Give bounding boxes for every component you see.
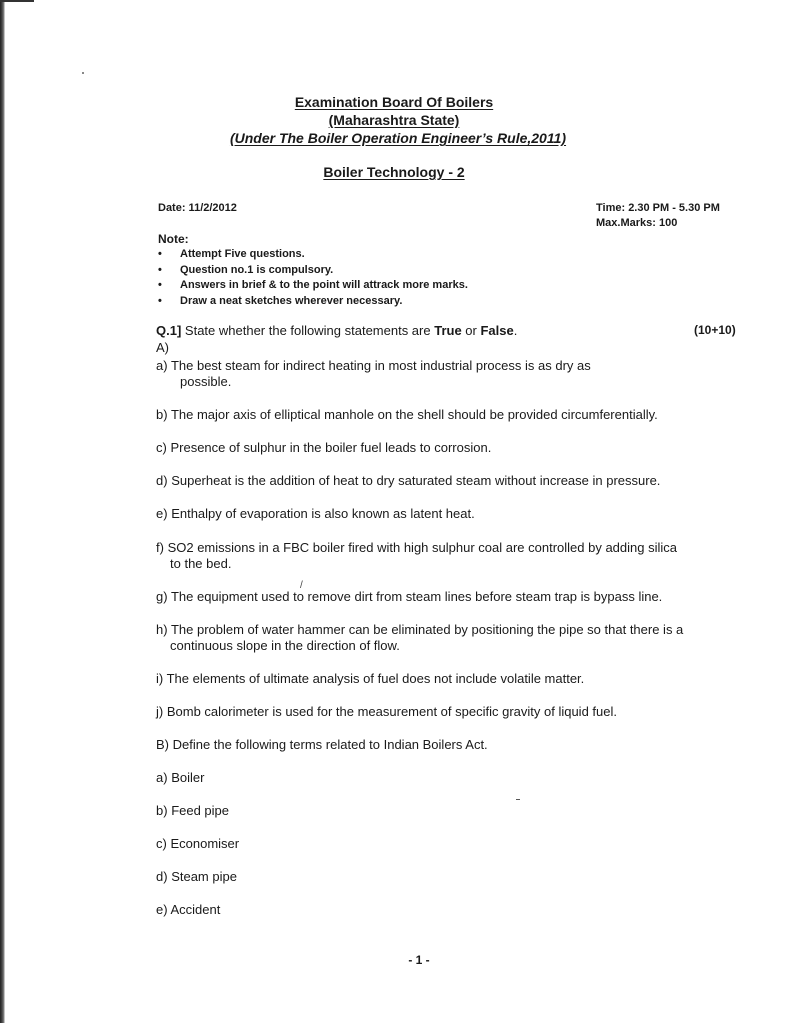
statement-f: f) SO2 emissions in a FBC boiler fired with high sulphur coal are controlled by adding silica to the bed. (156, 540, 677, 571)
statement-a: a) The best steam for indirect heating in most industrial process is as dry as possible. (156, 358, 591, 389)
note-item: • Draw a neat sketches wherever necessary. (158, 294, 468, 310)
note-item: • Attempt Five questions. (158, 247, 468, 263)
scan-speck (516, 799, 520, 800)
question-number: Q.1] (156, 323, 182, 338)
statement-g: g) The equipment used to remove dirt from steam lines before steam trap is bypass line. (156, 589, 663, 604)
bullet-icon: • (158, 279, 162, 291)
question-1-heading: Q.1] State whether the following statements are True or False. (156, 323, 518, 338)
statement-h: h) The problem of water hammer can be eliminated by positioning the pipe so that there is a continuous slope in the direction of flow. (156, 622, 684, 653)
statement-e: e) Enthalpy of evaporation is also known as latent heat. (156, 506, 475, 521)
statement-c: c) Presence of sulphur in the boiler fuel leads to corrosion. (156, 440, 492, 455)
scan-corner-mark (0, 0, 34, 2)
scan-speck (82, 72, 84, 74)
exam-date: Date: 11/2/2012 (158, 202, 237, 214)
note-item: • Answers in brief & to the point will attrack more marks. (158, 278, 468, 294)
term-steam-pipe: d) Steam pipe (156, 869, 237, 884)
scan-border (0, 0, 5, 1023)
bullet-icon: • (158, 248, 162, 260)
state-subtitle: (Maharashtra State) (328, 112, 460, 128)
rule-subtitle: (Under The Boiler Operation Engineer’s Rule,2011) (229, 130, 567, 146)
page-number: - 1 - (408, 953, 430, 967)
term-accident: e) Accident (156, 902, 221, 917)
section-a-label: A) (156, 340, 169, 355)
statement-d: d) Superheat is the addition of heat to dry saturated steam without increase in pressure. (156, 473, 661, 488)
statement-i: i) The elements of ultimate analysis of fuel does not include volatile matter. (156, 671, 585, 686)
bullet-icon: • (158, 263, 162, 276)
stray-pen-mark: / (300, 580, 303, 591)
bullet-icon: • (158, 294, 162, 307)
term-feed-pipe: b) Feed pipe (156, 803, 230, 818)
term-economiser: c) Economiser (156, 836, 240, 851)
statement-b: b) The major axis of elliptical manhole on the shell should be provided circumferentially. (156, 407, 658, 422)
statement-j: j) Bomb calorimeter is used for the measurement of specific gravity of liquid fuel. (156, 704, 617, 719)
max-marks: Max.Marks: 100 (596, 217, 678, 229)
exam-time: Time: 2.30 PM - 5.30 PM (596, 202, 720, 214)
note-item: • Question no.1 is compulsory. (158, 263, 468, 279)
note-list (158, 247, 468, 309)
board-title: Examination Board Of Boilers (294, 94, 494, 110)
term-boiler: a) Boiler (156, 770, 205, 785)
document-header (0, 93, 788, 147)
question-1-marks: (10+10) (694, 323, 736, 337)
subject-title: Boiler Technology - 2 (323, 164, 465, 180)
section-b-heading: B) Define the following terms related to Indian Boilers Act. (156, 737, 488, 752)
note-label: Note: (158, 232, 189, 246)
